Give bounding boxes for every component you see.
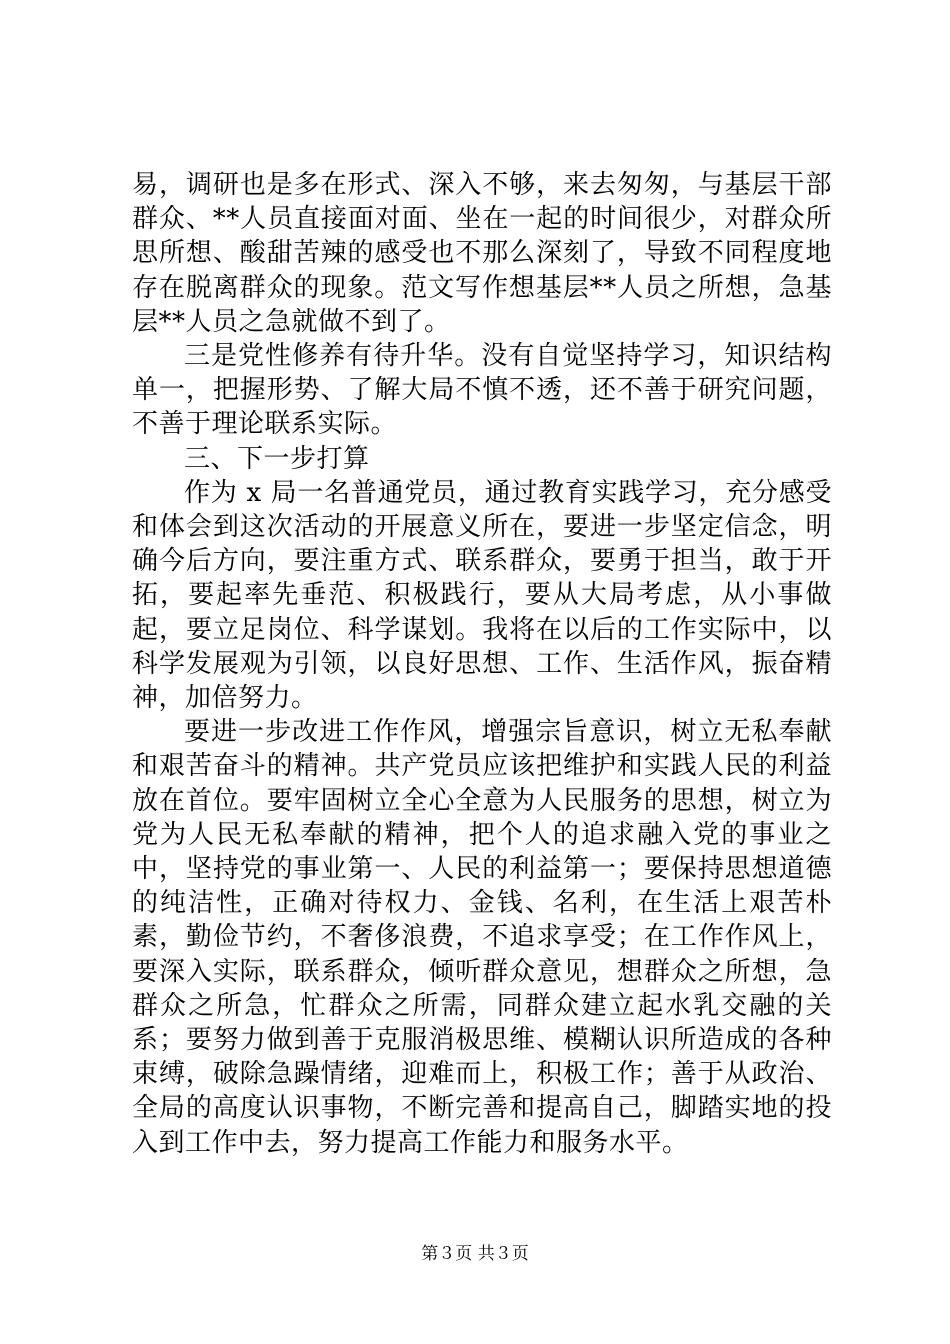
- paragraph-continuation: 易，调研也是多在形式、深入不够，来去匆匆，与基层干部群众、**人员直接面对面、坐在一起的时间很少，对群众所思所想、酸甜苦辣的感受也不那么深刻了，导致不同程度地存在脱离群众的现象。范文写作想基层**人员之所想，急基层**人员之急就做不到了。: [132, 170, 832, 337]
- paragraph-plan-detail: 要进一步改进工作作风，增强宗旨意识，树立无私奉献和艰苦奋斗的精神。共产党员应该把维护和实践人民的利益放在首位。要牢固树立全心全意为人民服务的思想，树立为党为人民无私奉献的精神，把个人的追求融入党的事业之中，坚持党的事业第一、人民的利益第一；要保持思想道德的纯洁性，正确对待权力、金钱、名利，在生活上艰苦朴素，勤俭节约，不奢侈浪费，不追求享受；在工作作风上，要深入实际，联系群众，倾听群众意见，想群众之所想，急群众之所急，忙群众之所需，同群众建立起水乳交融的关系；要努力做到善于克服消极思维、模糊认识所造成的各种束缚，破除急躁情绪，迎难而上，积极工作；善于从政治、全局的高度认识事物，不断完善和提高自己，脚踏实地的投入到工作中去，努力提高工作能力和服务水平。: [132, 717, 832, 1158]
- document-body: [132, 168, 832, 1160]
- paragraph-plan-intro: 作为 x 局一名普通党员，通过教育实践学习，充分感受和体会到这次活动的开展意义所在，要进一步坚定信念，明确今后方向，要注重方式、联系群众，要勇于担当，敢于开拓，要起率先垂范、积极践行，要从大局考虑，从小事做起，要立足岗位、科学谋划。我将在以后的工作实际中，以科学发展观为引领，以良好思想、工作、生活作风，振奋精神，加倍努力。: [132, 477, 832, 714]
- page-number-footer: 第３页 共３页: [421, 1244, 529, 1264]
- section-heading: 三、下一步打算: [184, 443, 370, 474]
- paragraph-point-three: 三是党性修养有待升华。没有自觉坚持学习，知识结构单一，把握形势、了解大局不慎不透，还不善于研究问题，不善于理论联系实际。: [132, 341, 832, 440]
